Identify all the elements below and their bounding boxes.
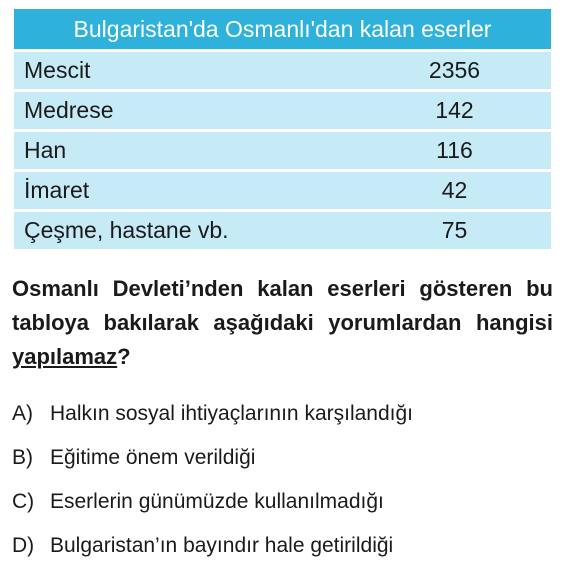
row-name: Medrese (24, 97, 114, 123)
table-row (14, 132, 551, 169)
question-text (12, 272, 553, 374)
option-d[interactable] (12, 524, 553, 568)
option-letter: A) (12, 402, 33, 425)
row-name: Çeşme, hastane vb. (24, 217, 229, 243)
works-table (14, 9, 551, 252)
option-letter: C) (12, 490, 35, 513)
question-stem: Osmanlı Devleti’nden kalan eserleri gösteren bu tabloya bakılarak aşağıdaki yorumlardan hangisi (12, 276, 553, 335)
option-c[interactable] (12, 480, 553, 524)
row-value: 2356 (428, 57, 481, 83)
option-a[interactable] (12, 392, 553, 436)
row-value: 75 (441, 217, 468, 243)
table-row (14, 212, 551, 249)
row-value: 42 (441, 177, 468, 203)
option-text: Eğitime önem verildiği (50, 446, 256, 469)
option-text: Bulgaristan’ın bayındır hale getirildiği (50, 534, 394, 557)
table-row (14, 92, 551, 129)
answer-options (12, 392, 553, 568)
option-letter: B) (12, 446, 33, 469)
row-value: 116 (436, 137, 473, 163)
table-row (14, 52, 551, 89)
option-text: Halkın sosyal ihtiyaçlarının karşılandığı (50, 402, 413, 425)
row-name: Mescit (24, 57, 91, 83)
question-mark: ? (117, 344, 131, 369)
option-b[interactable] (12, 436, 553, 480)
table-row (14, 172, 551, 209)
row-value: 142 (435, 97, 474, 123)
row-name: İmaret (24, 177, 90, 203)
option-letter: D) (12, 534, 35, 557)
row-name: Han (24, 137, 67, 163)
question-emphasis: yapılamaz (12, 344, 118, 369)
table-title: Bulgaristan'da Osmanlı'dan kalan eserler (14, 9, 551, 49)
option-text: Eserlerin günümüzde kullanılmadığı (50, 490, 384, 513)
